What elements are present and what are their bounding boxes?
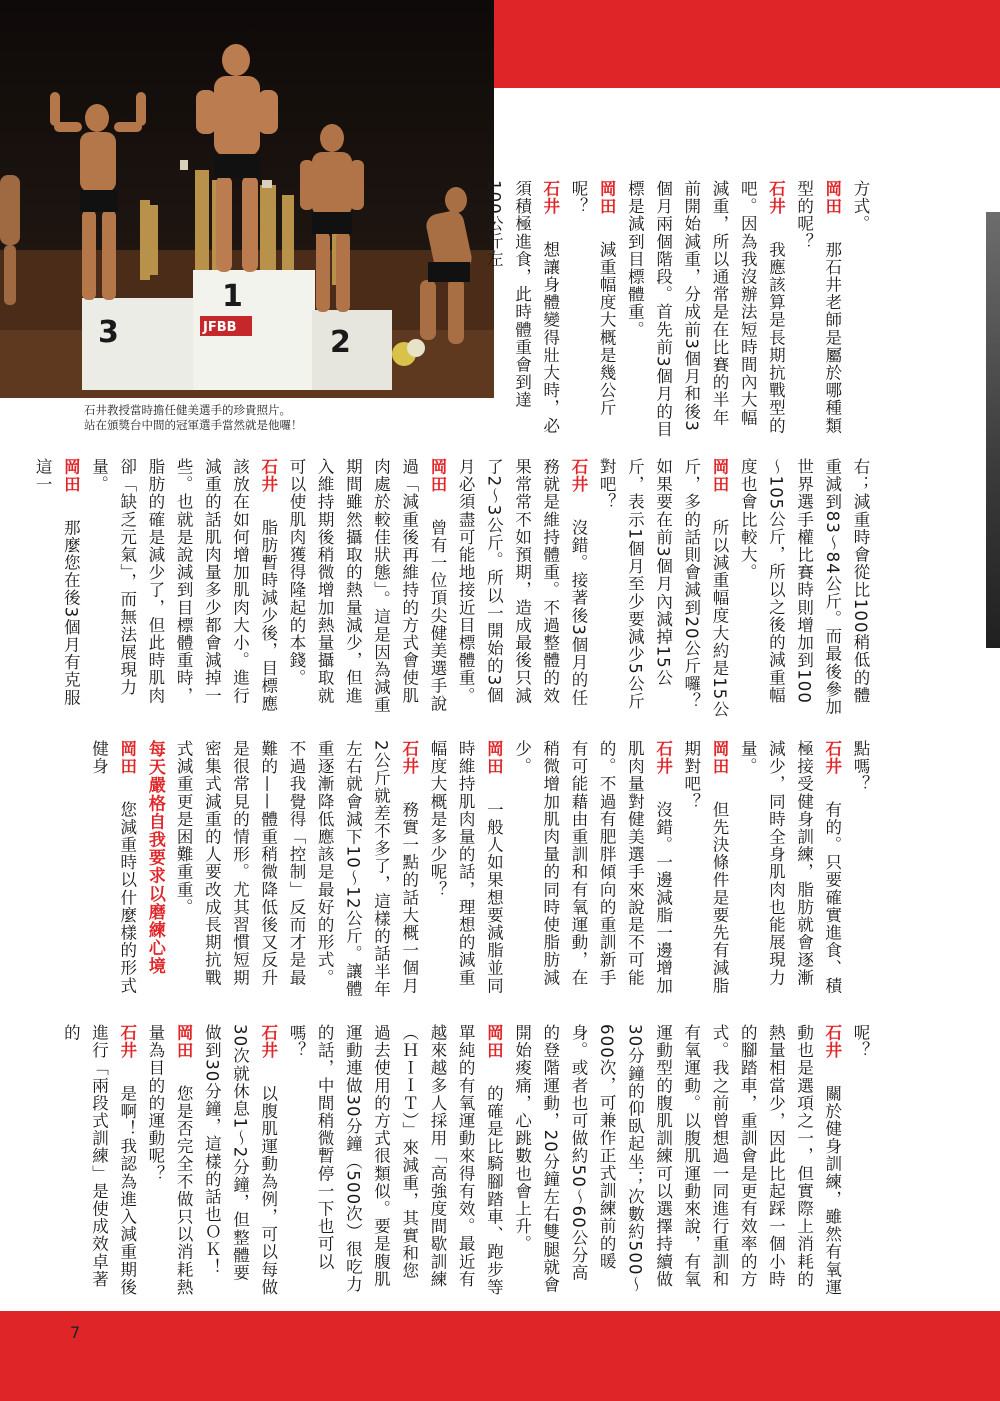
dialogue-paragraph — [507, 740, 676, 1002]
article-block-4 — [61, 1024, 874, 1297]
dialogue-text: 一般人如果想要減脂並同時維持肌肉量的話，理想的減重幅度大概是多少呢？ — [427, 740, 504, 995]
dialogue-paragraph — [282, 458, 451, 720]
dialogue-text: 關於健身訓練，雖然有氧運動也是選項之一，但實際上消耗的熱量相當少，因此比起踩一個小時的腳踏車，重訓會是更有效率的方式。我之前曾想過一同進行重訓和有氧運動。以腹肌運動來說，有氧運動型的腹肌訓練可以選擇持續做30分鐘的仰臥起坐；次數約500～600次，可兼作正式訓練前的暖身。或者也可做約50～60公分高的登階運動，20分鐘左右雙腿就會開始痠痛，心跳數也會上升。 — [512, 1024, 842, 1297]
dialogue-text: 沒錯。接著後3個月的任務就是維持體重。不過整體的效果常常不如預期，造成最後只減了2～3公斤。所以一開始的3個月必須盡可能地接近目標體重。 — [456, 458, 588, 707]
article-block-3 — [90, 740, 874, 1002]
bodybuilding-photo — [0, 0, 494, 398]
dialogue-paragraph — [733, 458, 874, 720]
side-dark-strip — [986, 212, 1000, 648]
dialogue-paragraph — [677, 740, 733, 1002]
dialogue-text: 右；減重時會從比100稍低的體重減到83～84公斤。而最後參加世界選手權比賽時則增加到100～105公斤，所以之後的減重幅度也會比較大。 — [738, 458, 870, 716]
dialogue-text: 是啊！我認為進入減重期後進行「兩段式訓練」是使成效卓著的 — [61, 1024, 137, 1297]
top-red-bar — [494, 0, 1000, 88]
speaker-label: 石井 — [117, 1024, 137, 1060]
dialogue-text: 我應該算是長期抗戰型的吧。因為我沒辦法短時間內大幅減重，所以通常是在比賽的半年前開始減重，分成前3個月和後3個月兩個階段。首先前3個月的目標是減到目標體重。 — [625, 180, 786, 438]
speaker-label: 石井 — [399, 740, 419, 776]
article-block-1 — [484, 180, 874, 442]
dialogue-paragraph — [423, 740, 508, 1002]
speaker-label: 石井 — [766, 180, 786, 216]
dialogue-text: 您減重時以什麼樣的形式健身 — [89, 740, 137, 995]
dialogue-text: 那麼您在後3個月有克服這一 — [33, 458, 81, 707]
speaker-label: 石井 — [822, 740, 842, 776]
bottom-red-bar — [0, 1311, 1000, 1401]
podium-number-1: 1 — [222, 279, 243, 314]
speaker-label: 岡田 — [174, 1024, 194, 1060]
speaker-label: 岡田 — [427, 458, 447, 494]
caption-line: 石井教授當時擔任健美選手的珍貴照片。 — [84, 403, 291, 417]
dialogue-paragraph — [789, 180, 845, 442]
dialogue-paragraph — [507, 1024, 845, 1296]
dialogue-text: 但先決條件是要先有減脂期對吧？ — [681, 740, 729, 995]
dialogue-paragraph — [84, 740, 140, 1002]
photo-caption — [84, 403, 414, 433]
dialogue-paragraph — [846, 1024, 874, 1296]
speaker-label: 石井 — [258, 458, 278, 494]
dialogue-paragraph — [169, 740, 423, 1002]
dialogue-text: 方式。 — [851, 180, 870, 233]
article-block-2 — [33, 458, 874, 720]
dialogue-text: 務實一點的話大概一個月2公斤就差不多了，這樣的話半年左右就會減下10～12公斤。讓體重逐漸降低應該是最好的形式。不過我覺得「控制」反而才是最難的——體重稍微降低後又反升是很常見的情形。尤其習慣短期密集式減重的人要改成長期抗戰式減重更是困難重重。 — [174, 740, 419, 998]
caption-line: 站在頒獎台中間的冠軍選手當然就是他囉！ — [84, 418, 303, 432]
speaker-label: 石井 — [653, 740, 673, 776]
speaker-label: 岡田 — [709, 740, 729, 776]
dialogue-paragraph — [620, 180, 789, 442]
dialogue-text: 曾有一位頂尖健美選手說過「減重後再維持的方式會使肌肉處於較佳狀態」。這是因為減重期間雖然攝取的熱量減少，但進入維持期後稍微增加熱量攝取就可以使肌肉獲得隆起的本錢。 — [286, 458, 447, 714]
dialogue-text: 脂肪暫時減少後，目標應該放在如何增加肌肉大小。進行減重的話肌肉量多少都會減掉一些。也就是說減到目標體重時，脂肪的確是減少了，但此時肌肉卻「缺乏元氣」，而無法展現力量。 — [89, 458, 278, 713]
dialogue-text: 以腹肌運動為例，可以每做30次就休息1～2分鐘，但整體要做到30分鐘，這樣的話也ＯＫ！ — [202, 1024, 278, 1297]
dialogue-paragraph — [84, 458, 281, 720]
speaker-label: 岡田 — [484, 1024, 504, 1060]
dialogue-text: 您是否完全不做只以消耗熱量為目的的運動呢？ — [145, 1024, 194, 1297]
dialogue-text: 那石井老師是屬於哪種類型的呢？ — [794, 180, 842, 435]
dialogue-paragraph — [282, 1024, 508, 1296]
dialogue-text: 有的。只要確實進食、積極接受健身訓練，脂肪就會逐漸減少，同時全身肌肉也能展現力量。 — [738, 740, 842, 995]
dialogue-paragraph — [451, 458, 592, 720]
dialogue-text: 點嗎？ — [851, 740, 870, 793]
dialogue-paragraph — [733, 740, 846, 1002]
speaker-label: 石井 — [540, 180, 560, 216]
podium-number-2: 2 — [330, 325, 351, 360]
dialogue-text: 呢？ — [851, 1024, 870, 1060]
speaker-label: 石井 — [568, 458, 588, 494]
dialogue-text: 所以減重幅度大約是15公斤，多的話則會減到20公斤囉？如果要在前3個月內減掉15公斤，表示1個月至少要減少5公斤對吧？ — [597, 458, 729, 719]
speaker-label: 岡田 — [709, 458, 729, 494]
speaker-label: 岡田 — [484, 740, 504, 776]
dialogue-paragraph — [141, 1024, 197, 1296]
svg-text:JFBB: JFBB — [203, 320, 237, 335]
dialogue-paragraph — [56, 1024, 141, 1296]
dialogue-paragraph — [564, 180, 620, 442]
section-heading: 每天嚴格自我要求以磨練心境 — [144, 740, 165, 976]
dialogue-paragraph — [479, 180, 564, 442]
dialogue-paragraph — [197, 1024, 282, 1296]
dialogue-text: 沒錯。一邊減脂一邊增加肌肉量對健美選手來說是不可能的。不過有肥胖傾向的重訓新手有可能藉由重訓和有氧運動，在稍微增加肌肉量的同時使脂肪減少。 — [512, 740, 673, 995]
dialogue-paragraph — [592, 458, 733, 720]
dialogue-paragraph — [846, 180, 874, 442]
speaker-label: 岡田 — [822, 180, 842, 216]
speaker-label: 岡田 — [117, 740, 137, 776]
dialogue-text: 的確是比騎腳踏車、跑步等單純的有氧運動來得有效。最近有越來越多人採用「高強度間歇訓練（ＨＩＩＴ）」來減重，其實和您過去使用的方式很類似。要是腹肌運動連做30分鐘（500次）很吃力的話，中間稍微暫停一下也可以嗎？ — [286, 1024, 504, 1297]
jfbb-logo — [200, 316, 252, 336]
podium-number-3: 3 — [98, 315, 119, 350]
dialogue-paragraph — [846, 740, 874, 1002]
speaker-label: 岡田 — [61, 458, 81, 494]
dialogue-text: 減重幅度大概是幾公斤呢？ — [568, 180, 617, 417]
dialogue-paragraph — [28, 458, 84, 720]
speaker-label: 石井 — [822, 1024, 842, 1060]
dialogue-text: 想讓身體變得壯大時，必須積極進食，此時體重會到達100公斤左 — [484, 180, 560, 435]
speaker-label: 岡田 — [597, 180, 617, 216]
page-number: 7 — [70, 1323, 81, 1342]
speaker-label: 石井 — [258, 1024, 278, 1060]
